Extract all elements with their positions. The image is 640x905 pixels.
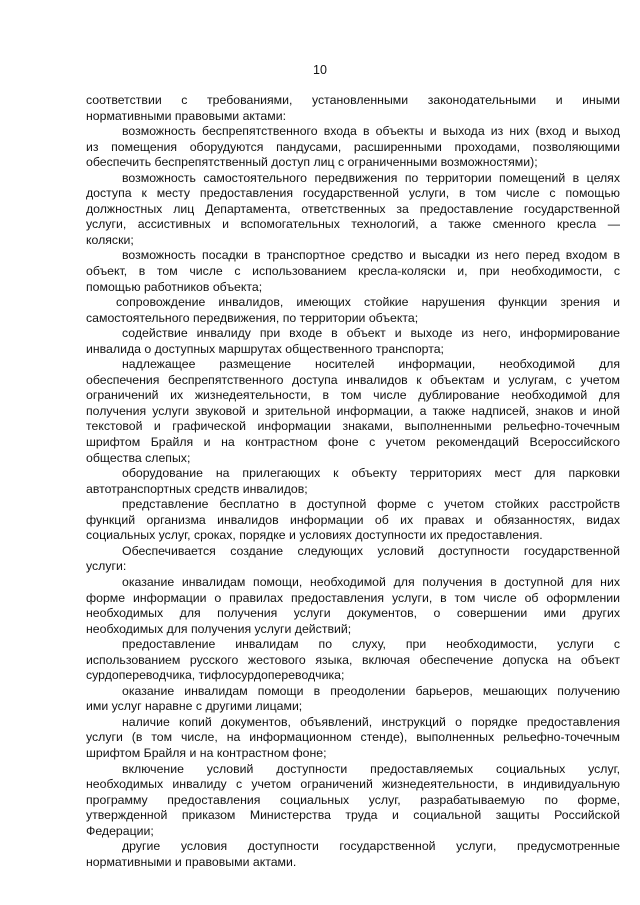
paragraph-p8 bbox=[86, 497, 620, 544]
paragraph-p7 bbox=[86, 466, 620, 497]
text-line: программу предоставления социальных услуг, разрабатываемую по форме, bbox=[86, 792, 620, 807]
text-line: оказание инвалидам помощи, необходимой для получения в доступной для них bbox=[122, 574, 620, 589]
text-line: шрифтом Брайля и на контрастном фоне; bbox=[86, 745, 327, 760]
text-line: функций организма инвалидов информации об их правах и обязанностях, видах bbox=[86, 512, 620, 527]
text-line: наличие копий документов, объявлений, инструкций о порядке предоставления bbox=[122, 714, 620, 729]
text-line: шрифтом Брайля и на контрастном фоне с учетом рекомендаций Всероссийского bbox=[86, 435, 620, 450]
text-line: содействие инвалиду при входе в объект и выходе из него, информирование bbox=[122, 326, 620, 341]
paragraph-p9 bbox=[86, 544, 620, 575]
text-line: оборудование на прилегающих к объекту территориях мест для парковки bbox=[122, 466, 620, 481]
text-line: должностных лиц Департамента, ответственных за предоставление государственной bbox=[86, 201, 620, 216]
paragraph-p11 bbox=[86, 637, 620, 684]
document-body bbox=[86, 93, 620, 870]
text-line: форме информации о правилах предоставления услуги, в том числе об оформлении bbox=[86, 590, 620, 605]
text-line: нормативными и правовыми актами. bbox=[86, 854, 297, 869]
text-line: текстовой и графической информации знаками, выполненными рельефно-точечным bbox=[86, 419, 620, 434]
paragraph-p4 bbox=[86, 295, 620, 326]
text-line: инвалида о доступных маршрутах общественного транспорта; bbox=[86, 341, 444, 356]
text-line: включение условий доступности предоставляемых социальных услуг, bbox=[122, 761, 620, 776]
paragraph-p14 bbox=[86, 762, 620, 840]
text-line: доступа к месту предоставления государственной услуги, в том числе с помощью bbox=[86, 186, 620, 201]
text-line: использованием русского жестового языка, включая обеспечение допуска на объект bbox=[86, 652, 620, 667]
paragraph-p13 bbox=[86, 715, 620, 762]
text-line: Федерации; bbox=[86, 823, 154, 838]
paragraph-p2 bbox=[86, 171, 620, 249]
paragraph-p3 bbox=[86, 248, 620, 295]
text-line: надлежащее размещение носителей информации, необходимой для bbox=[122, 357, 620, 372]
text-line: обеспечить беспрепятственный доступ лиц с ограниченными возможностями); bbox=[86, 155, 538, 170]
text-line: социальных услуг, сроках, порядке и условиях доступности их предоставления. bbox=[86, 528, 543, 543]
text-line: объект, в том числе с использованием кресла-коляски и, при необходимости, с bbox=[86, 264, 620, 279]
text-line: необходимых для получения услуги действий; bbox=[86, 621, 352, 636]
text-line: автотранспортных средств инвалидов; bbox=[86, 481, 308, 496]
text-line: услуги, ассистивных и вспомогательных технологий, а также сменного кресла — bbox=[86, 217, 620, 232]
text-line: другие условия доступности государственной услуги, предусмотренные bbox=[122, 839, 620, 854]
text-line: ими услуг наравне с другими лицами; bbox=[86, 699, 303, 714]
text-line: обеспечения беспрепятственного доступа инвалидов к объектам и услугам, с учетом bbox=[86, 372, 620, 387]
text-line: помощью работников объекта; bbox=[86, 279, 263, 294]
text-line: самостоятельного передвижения, по территории объекта; bbox=[86, 310, 419, 325]
paragraph-p12 bbox=[86, 684, 620, 715]
text-line: Обеспечивается создание следующих условий доступности государственной bbox=[122, 543, 620, 558]
text-line: услуги: bbox=[86, 559, 127, 574]
text-line: сурдопереводчика, тифлосурдопереводчика; bbox=[86, 668, 345, 683]
paragraph-p1 bbox=[86, 124, 620, 171]
paragraph-p0 bbox=[86, 93, 620, 124]
paragraph-p6 bbox=[86, 357, 620, 466]
text-line: оказание инвалидам помощи в преодолении барьеров, мешающих получению bbox=[122, 683, 620, 698]
text-line: общества слепых; bbox=[86, 450, 191, 465]
paragraph-p5 bbox=[86, 326, 620, 357]
text-line: представление бесплатно в доступной форме с учетом стойких расстройств bbox=[122, 497, 620, 512]
text-line: соответствии с требованиями, установленными законодательными и иными bbox=[86, 93, 620, 107]
paragraph-p10 bbox=[86, 575, 620, 637]
text-line: утвержденной приказом Министерства труда и социальной защиты Российской bbox=[86, 808, 620, 823]
text-line: из помещения оборудуются пандусами, расширенными проходами, позволяющими bbox=[86, 139, 620, 154]
paragraph-p15 bbox=[86, 839, 620, 870]
text-line: услуги (в том числе, на информационном стенде), выполненных рельефно-точечным bbox=[86, 730, 620, 745]
text-line: сопровождение инвалидов, имеющих стойкие нарушения функции зрения и bbox=[116, 295, 620, 310]
text-line: ограничений их жизнедеятельности, в том числе дублирование необходимой для bbox=[86, 388, 620, 403]
page-number: 10 bbox=[313, 63, 327, 77]
text-line: необходимых инвалиду с учетом ограничений жизнедеятельности, в индивидуальную bbox=[86, 777, 620, 792]
text-line: получения услуги звуковой и зрительной информации, а также надписей, знаков и иной bbox=[86, 403, 620, 418]
text-line: коляски; bbox=[86, 232, 134, 247]
text-line: предоставление инвалидам по слуху, при необходимости, услуги с bbox=[122, 637, 620, 652]
text-line: необходимых для получения услуги документов, о совершении ими других bbox=[86, 606, 620, 621]
text-line: возможность самостоятельного передвижения по территории помещений в целях bbox=[122, 170, 620, 185]
text-line: нормативными правовыми актами: bbox=[86, 108, 287, 123]
text-line: возможность посадки в транспортное средство и высадки из него перед входом в bbox=[122, 248, 620, 263]
text-line: возможность беспрепятственного входа в объекты и выхода из них (вход и выход bbox=[122, 124, 620, 139]
